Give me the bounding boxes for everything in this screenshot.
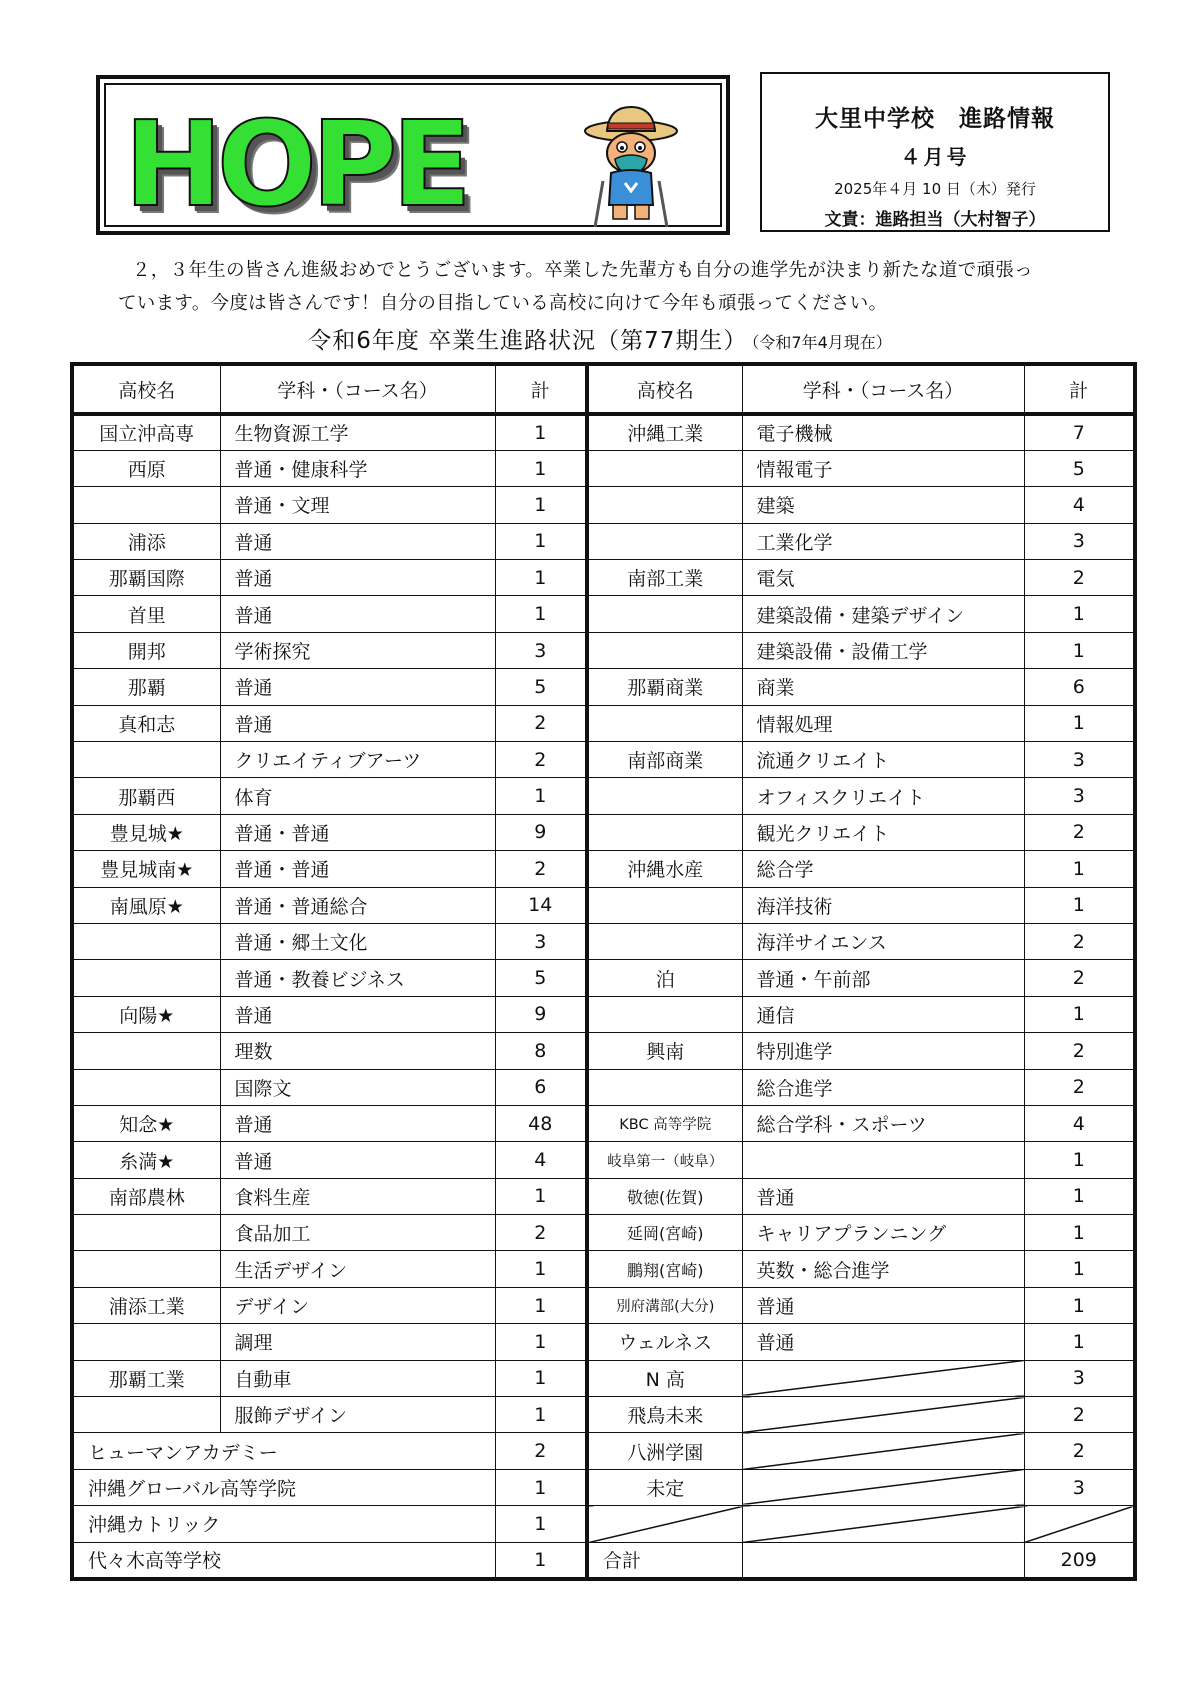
school-cell [72,1251,220,1287]
course-cell: 総合学 [742,851,1024,887]
course-cell: 普通 [220,996,495,1032]
school-cell [72,1069,220,1105]
table-row [72,1506,587,1542]
school-cell: 沖縄水産 [587,851,742,887]
table-row [72,560,587,596]
count-cell: 3 [495,632,587,668]
course-cell: 服飾デザイン [220,1397,495,1433]
table-row [587,487,1135,523]
count-cell: 5 [495,960,587,996]
count-cell: 1 [495,523,587,559]
table-row [587,1251,1135,1287]
count-cell: 1 [495,414,587,450]
table-title-main: 令和6年度 卒業生進路状況（第77期生） [308,328,748,354]
school-cell [587,1069,742,1105]
school-cell: 代々木高等学校 [72,1542,495,1578]
course-cell: 食料生産 [220,1178,495,1214]
table-row [72,742,587,778]
course-cell: 情報電子 [742,450,1024,486]
course-cell: 電気 [742,560,1024,596]
count-cell: 1 [1024,1251,1135,1287]
table-row [72,1105,587,1141]
count-cell: 2 [1024,814,1135,850]
table-row [587,1033,1135,1069]
table-row [587,887,1135,923]
school-cell: 南部商業 [587,742,742,778]
count-cell: 3 [1024,778,1135,814]
school-cell: 首里 [72,596,220,632]
course-cell: 普通 [220,596,495,632]
table-row [72,1433,587,1469]
course-cell [742,1142,1024,1178]
course-cell: 普通・教養ビジネス [220,960,495,996]
school-cell: 沖縄工業 [587,414,742,450]
school-cell [587,778,742,814]
count-cell: 2 [1024,560,1135,596]
school-cell: 南部工業 [587,560,742,596]
table-row [587,960,1135,996]
school-cell [72,1215,220,1251]
school-cell [587,705,742,741]
table-row [72,523,587,559]
empty-cell [1024,1506,1135,1542]
school-title: 大里中学校 進路情報 [815,106,1055,132]
course-cell: 普通 [220,1142,495,1178]
course-cell: 普通・普通 [220,814,495,850]
school-cell: 岐阜第一（岐阜） [587,1142,742,1178]
count-cell: 2 [495,705,587,741]
school-cell: 鵬翔(宮崎) [587,1251,742,1287]
table-row [587,1469,1135,1505]
table-row [72,1033,587,1069]
school-cell: 南風原★ [72,887,220,923]
course-cell [742,1433,1024,1469]
table-row [587,1069,1135,1105]
count-cell: 1 [495,1324,587,1360]
count-cell: 1 [495,1397,587,1433]
count-cell: 4 [1024,487,1135,523]
count-cell: 1 [495,1469,587,1505]
table-row [72,960,587,996]
school-cell: 知念★ [72,1105,220,1141]
school-cell: 興南 [587,1033,742,1069]
school-cell: 開邦 [72,632,220,668]
table-row [587,705,1135,741]
school-cell: 敬徳(佐賀) [587,1178,742,1214]
school-cell: 豊見城★ [72,814,220,850]
course-cell: 流通クリエイト [742,742,1024,778]
total-count: 209 [1024,1542,1135,1578]
count-cell: 1 [1024,596,1135,632]
total-row [587,1542,1135,1578]
course-cell: キャリアプランニング [742,1215,1024,1251]
count-cell: 6 [495,1069,587,1105]
table-row [587,1178,1135,1214]
count-cell: 1 [495,1542,587,1578]
course-cell: 普通 [220,560,495,596]
table-row [587,1142,1135,1178]
count-cell: 1 [1024,1287,1135,1323]
school-cell: 浦添工業 [72,1287,220,1323]
school-cell: 那覇国際 [72,560,220,596]
count-cell: 1 [1024,887,1135,923]
course-cell: 電子機械 [742,414,1024,450]
school-cell [587,523,742,559]
table-row [72,814,587,850]
course-cell: 普通 [742,1287,1024,1323]
logo-frame [104,83,722,233]
school-cell: 泊 [587,960,742,996]
table-row [72,705,587,741]
count-cell: 1 [495,596,587,632]
count-cell: 1 [495,778,587,814]
table-row [587,1360,1135,1396]
course-cell: デザイン [220,1287,495,1323]
course-cell: 普通 [742,1324,1024,1360]
table-row [587,1105,1135,1141]
course-cell: 海洋技術 [742,887,1024,923]
table-row [587,851,1135,887]
count-cell: 9 [495,996,587,1032]
table-row [587,778,1135,814]
count-cell: 1 [1024,705,1135,741]
count-cell: 1 [495,450,587,486]
count-cell: 1 [495,1506,587,1542]
table-row [72,669,587,705]
count-cell: 2 [1024,923,1135,959]
table-row [587,1433,1135,1469]
table-row [72,996,587,1032]
count-cell: 3 [495,923,587,959]
count-cell: 1 [495,1251,587,1287]
table-row [587,742,1135,778]
count-cell: 1 [495,1360,587,1396]
school-cell: 向陽★ [72,996,220,1032]
table-row [587,1215,1135,1251]
count-cell: 3 [1024,1360,1135,1396]
count-cell: 1 [1024,1142,1135,1178]
empty-cell [587,1506,742,1542]
count-cell: 1 [1024,1215,1135,1251]
course-cell: オフィスクリエイト [742,778,1024,814]
course-cell: 情報処理 [742,705,1024,741]
table-row [587,450,1135,486]
course-cell: 普通・健康科学 [220,450,495,486]
count-cell: 9 [495,814,587,850]
school-cell: N 高 [587,1360,742,1396]
table-row [72,414,587,450]
col-header-school: 高校名 [587,364,742,414]
course-cell: 普通 [220,669,495,705]
newsletter-info-box [760,72,1110,232]
course-cell: 観光クリエイト [742,814,1024,850]
table-row [587,669,1135,705]
table-row [72,450,587,486]
table-row [587,596,1135,632]
left-results-table [70,362,589,1581]
count-cell: 4 [495,1142,587,1178]
course-cell: 建築設備・設備工学 [742,632,1024,668]
table-row [72,1469,587,1505]
intro-line-1: ２，３年生の皆さん進級おめでとうございます。卒業した先輩方も自分の進学先が決まり新たな道で頑張っ [132,260,1033,281]
course-cell: 英数・総合進学 [742,1251,1024,1287]
school-cell: KBC 高等学院 [587,1105,742,1141]
table-row [587,996,1135,1032]
school-cell [72,742,220,778]
course-cell: 商業 [742,669,1024,705]
course-cell: 普通 [742,1178,1024,1214]
count-cell: 1 [1024,1324,1135,1360]
table-title-note: （令和7年4月現在） [751,333,892,352]
school-cell [587,632,742,668]
course-cell: 海洋サイエンス [742,923,1024,959]
col-header-count: 計 [495,364,587,414]
empty-cell [742,1542,1024,1578]
school-cell [587,487,742,523]
course-cell: 国際文 [220,1069,495,1105]
table-row [72,923,587,959]
table-row [72,632,587,668]
school-cell: 八洲学園 [587,1433,742,1469]
school-cell [587,887,742,923]
count-cell: 2 [1024,960,1135,996]
table-row [72,1542,587,1578]
issue-label: ４月号 [900,145,970,169]
table-row [587,923,1135,959]
school-cell: 未定 [587,1469,742,1505]
table-row [587,1324,1135,1360]
count-cell: 8 [495,1033,587,1069]
table-row [72,1287,587,1323]
count-cell: 7 [1024,414,1135,450]
school-cell [72,487,220,523]
course-cell [742,1397,1024,1433]
course-cell: クリエイティブアーツ [220,742,495,778]
school-cell [72,1397,220,1433]
course-cell: 自動車 [220,1360,495,1396]
mascot-illustration [571,101,691,231]
col-header-school: 高校名 [72,364,220,414]
table-row [72,1215,587,1251]
school-cell: 真和志 [72,705,220,741]
count-cell: 2 [495,1215,587,1251]
count-cell: 4 [1024,1105,1135,1141]
course-cell: 生物資源工学 [220,414,495,450]
school-cell: 糸満★ [72,1142,220,1178]
empty-row [587,1506,1135,1542]
school-cell [72,960,220,996]
course-cell: 普通 [220,523,495,559]
course-cell: 普通・郷土文化 [220,923,495,959]
count-cell: 5 [1024,450,1135,486]
count-cell: 1 [495,560,587,596]
count-cell: 1 [495,487,587,523]
table-row [587,814,1135,850]
course-cell: 理数 [220,1033,495,1069]
table-row [587,632,1135,668]
logo-box [96,75,730,235]
table-header-row [587,364,1135,414]
count-cell: 48 [495,1105,587,1141]
course-cell: 特別進学 [742,1033,1024,1069]
table-title [0,322,1200,355]
school-cell: 南部農林 [72,1178,220,1214]
count-cell: 3 [1024,523,1135,559]
course-cell: 調理 [220,1324,495,1360]
course-cell [742,1469,1024,1505]
course-cell: 総合学科・スポーツ [742,1105,1024,1141]
school-cell [72,1324,220,1360]
table-row [72,1324,587,1360]
count-cell: 1 [495,1178,587,1214]
count-cell: 2 [1024,1033,1135,1069]
school-cell [587,814,742,850]
hope-logo [124,95,467,233]
course-cell: 普通・普通総合 [220,887,495,923]
school-cell: 西原 [72,450,220,486]
count-cell: 1 [495,1287,587,1323]
count-cell: 2 [1024,1069,1135,1105]
school-cell: 延岡(宮崎) [587,1215,742,1251]
count-cell: 2 [1024,1433,1135,1469]
table-row [72,1142,587,1178]
school-cell [587,450,742,486]
table-row [72,487,587,523]
count-cell: 3 [1024,742,1135,778]
hope-logo-text: HOPE [124,95,467,233]
course-cell: 普通・午前部 [742,960,1024,996]
school-cell: ウェルネス [587,1324,742,1360]
course-cell: 建築設備・建築デザイン [742,596,1024,632]
count-cell: 3 [1024,1469,1135,1505]
count-cell: 2 [495,1433,587,1469]
course-cell: 工業化学 [742,523,1024,559]
table-row [72,1360,587,1396]
total-label: 合計 [587,1542,742,1578]
col-header-count: 計 [1024,364,1135,414]
table-row [72,1069,587,1105]
intro-text [118,254,1138,320]
empty-cell [742,1506,1024,1542]
school-cell: 那覇商業 [587,669,742,705]
school-cell: 別府溝部(大分) [587,1287,742,1323]
table-row [72,1178,587,1214]
intro-line-2: ています。今度は皆さんです！自分の目指している高校に向けて今年も頑張ってください。 [118,293,888,314]
table-row [587,414,1135,450]
course-cell: 普通 [220,1105,495,1141]
count-cell: 5 [495,669,587,705]
count-cell: 1 [1024,1178,1135,1214]
table-row [587,560,1135,596]
count-cell: 2 [495,851,587,887]
col-header-course: 学科・（コース名） [220,364,495,414]
course-cell: 生活デザイン [220,1251,495,1287]
table-row [587,523,1135,559]
course-cell: 普通 [220,705,495,741]
col-header-course: 学科・（コース名） [742,364,1024,414]
school-cell [72,923,220,959]
school-cell: ヒューマンアカデミー [72,1433,495,1469]
course-cell: 普通・普通 [220,851,495,887]
table-row [587,1397,1135,1433]
count-cell: 1 [1024,996,1135,1032]
count-cell: 6 [1024,669,1135,705]
right-results-table [585,362,1137,1581]
course-cell: 普通・文理 [220,487,495,523]
course-cell: 建築 [742,487,1024,523]
course-cell: 学術探究 [220,632,495,668]
school-cell [587,923,742,959]
table-row [72,1397,587,1433]
school-cell: 国立沖高専 [72,414,220,450]
course-cell: 体育 [220,778,495,814]
table-row [72,887,587,923]
publish-date: 2025年４月 10 日（木）発行 [834,180,1036,198]
course-cell: 総合進学 [742,1069,1024,1105]
count-cell: 2 [495,742,587,778]
school-cell: 沖縄カトリック [72,1506,495,1542]
school-cell: 那覇 [72,669,220,705]
count-cell: 2 [1024,1397,1135,1433]
author-line: 文責：進路担当（大村智子） [824,210,1046,230]
school-cell: 那覇工業 [72,1360,220,1396]
school-cell [587,996,742,1032]
course-cell [742,1360,1024,1396]
school-cell: 沖縄グローバル高等学院 [72,1469,495,1505]
table-row [72,1251,587,1287]
table-header-row [72,364,587,414]
table-row [587,1287,1135,1323]
count-cell: 1 [1024,851,1135,887]
school-cell: 豊見城南★ [72,851,220,887]
school-cell: 浦添 [72,523,220,559]
course-cell: 通信 [742,996,1024,1032]
count-cell: 14 [495,887,587,923]
table-row [72,596,587,632]
table-row [72,778,587,814]
school-cell: 飛鳥未来 [587,1397,742,1433]
school-cell [72,1033,220,1069]
count-cell: 1 [1024,632,1135,668]
school-cell: 那覇西 [72,778,220,814]
table-row [72,851,587,887]
course-cell: 食品加工 [220,1215,495,1251]
school-cell [587,596,742,632]
